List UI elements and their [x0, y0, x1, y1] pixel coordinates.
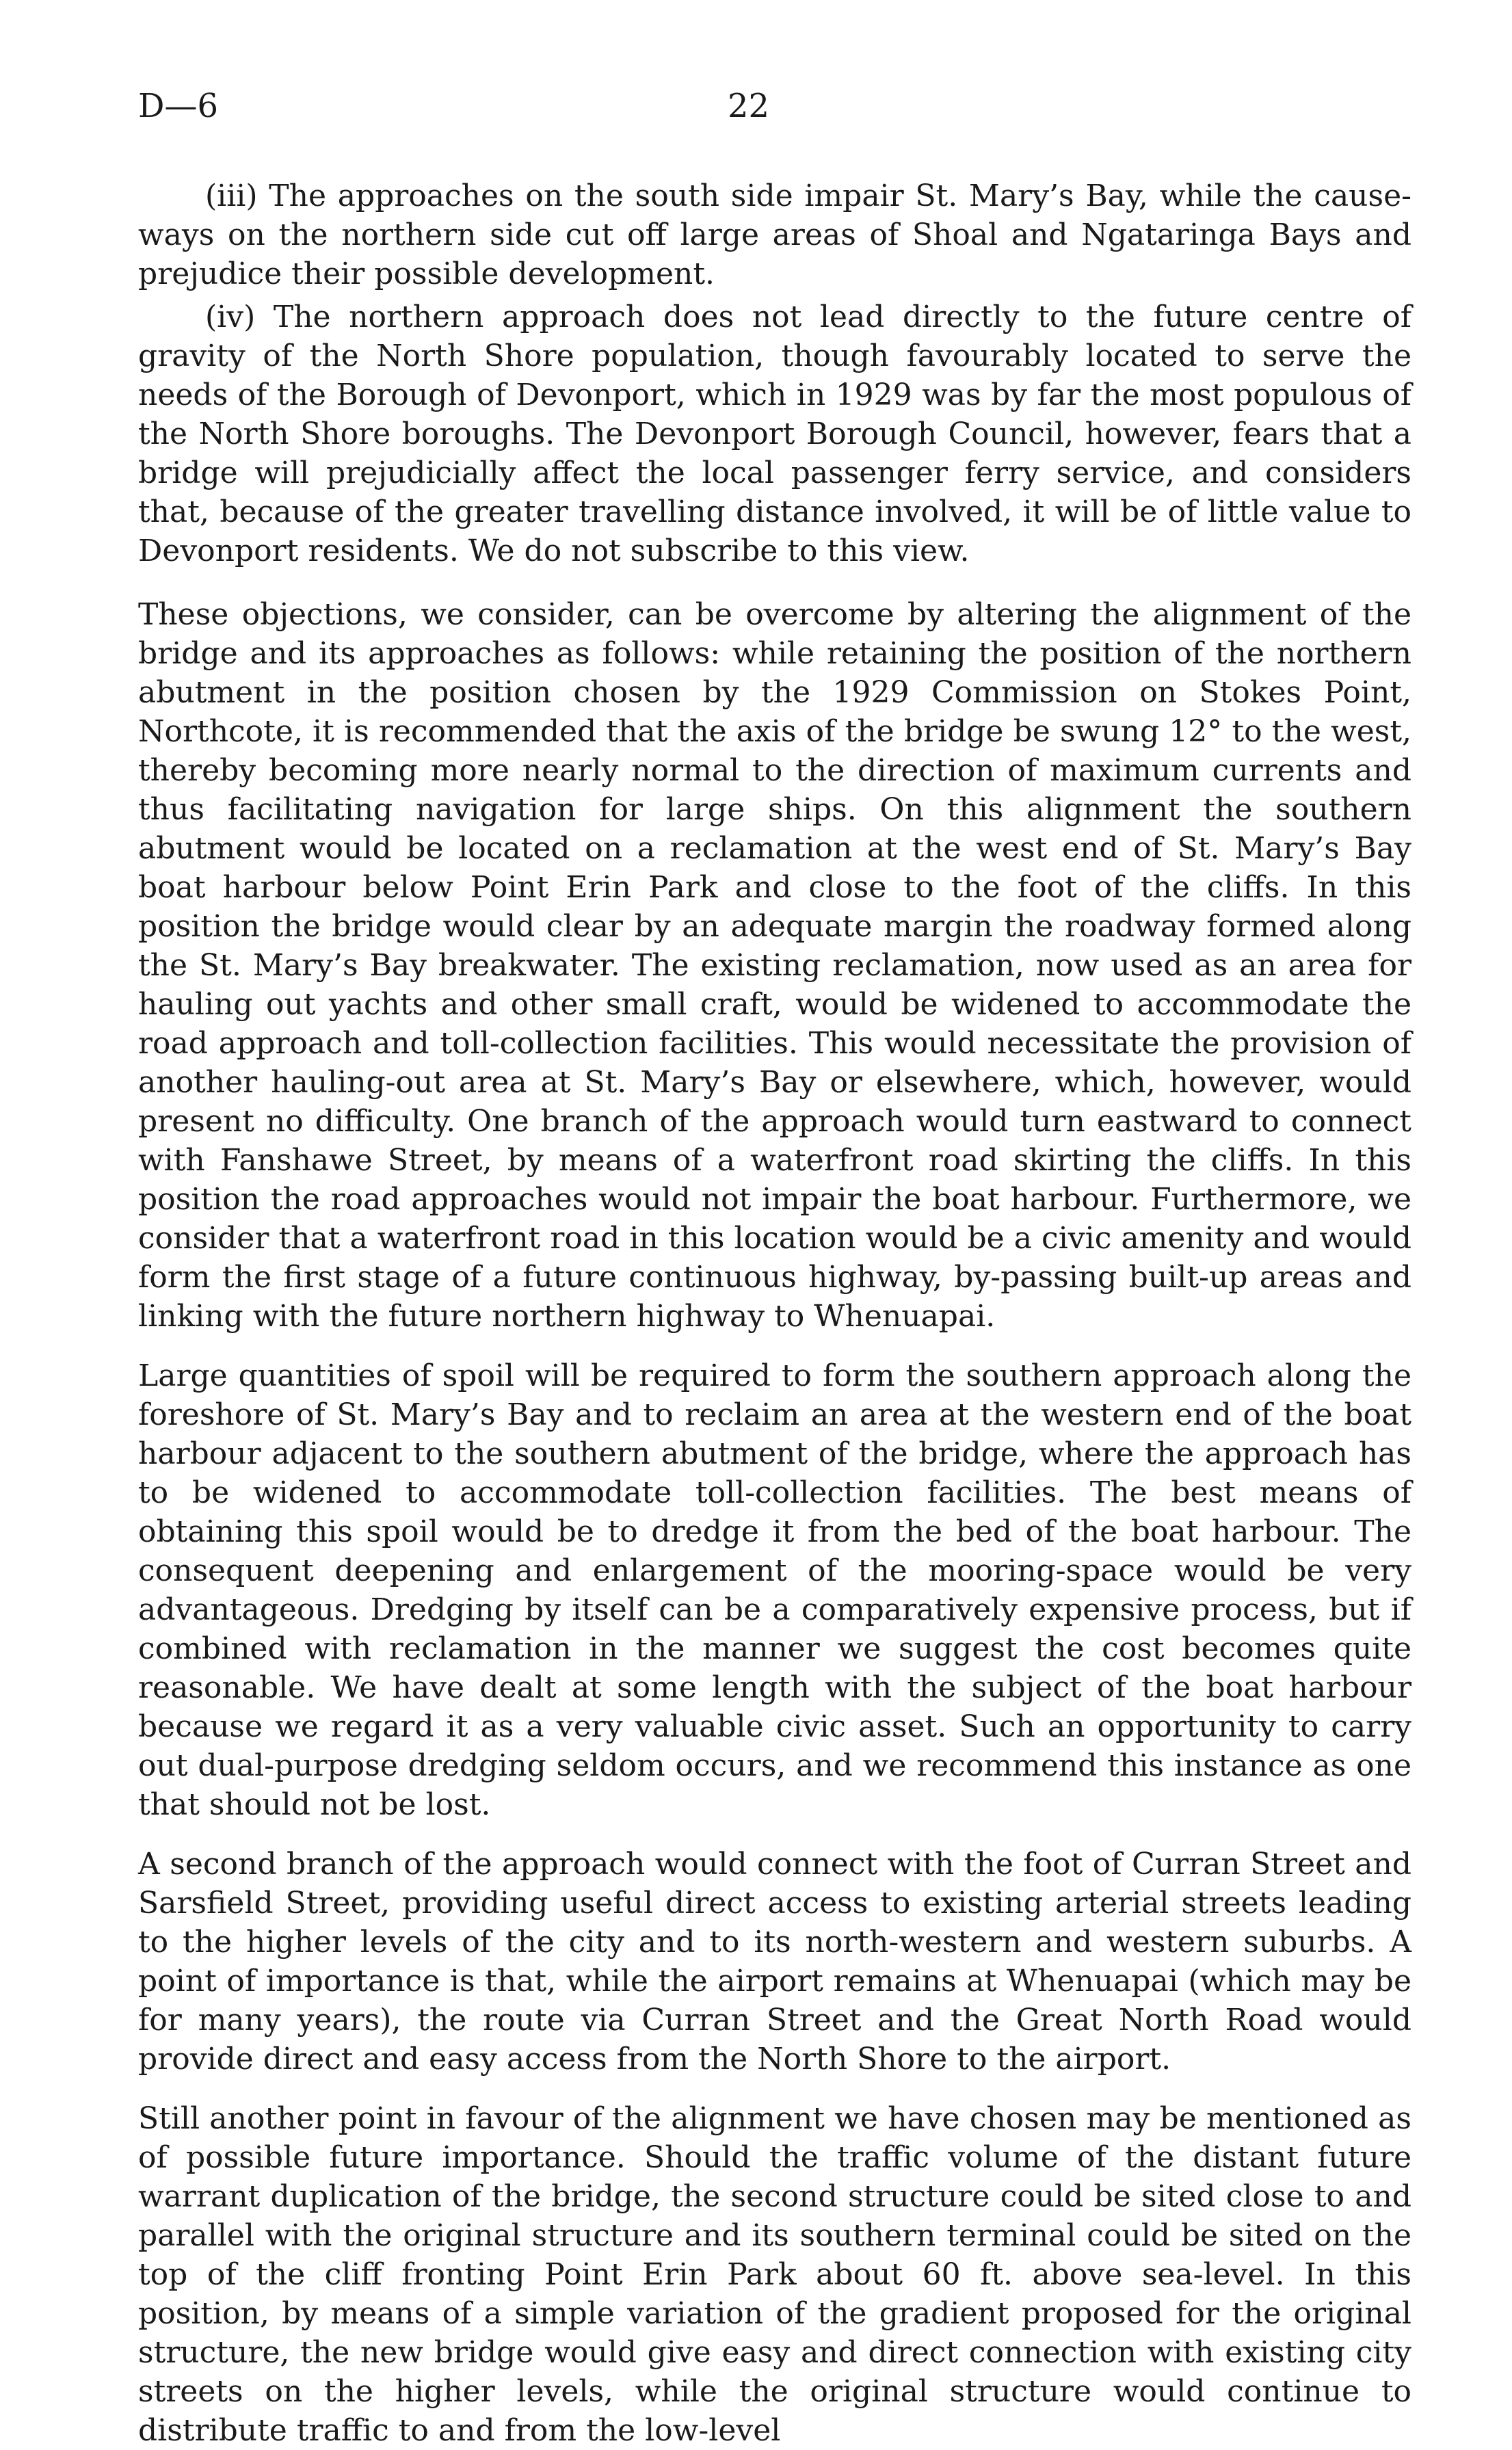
paragraph-second-branch: A second branch of the approach would connect with the foot of Curran Street and Sarsfield Street, providing useful direct access to existing arterial streets leading to the higher levels of the city and to its north-western and western suburbs. A point of importance is that, while the airport remains at Whenuapai (which may be for many years), the route via Curran Street and the Great North Road would provide direct and easy access from the North Shore to the airport.	[138, 1847, 1411, 2077]
list-item-iii: (iii) The approaches on the south side impair St. Mary’s Bay, while the cause-ways on the northern side cut off large areas of Shoal and Ngataringa Bays and prejudice their possible development.	[138, 179, 1411, 291]
paragraph-spoil: Large quantities of spoil will be required to form the southern approach along the foreshore of St. Mary’s Bay and to reclaim an area at the western end of the boat harbour adjacent to the southern abutment of the bridge, where the approach has to be widened to accommodate toll-collection facilities. The best means of obtaining this spoil would be to dredge it from the bed of the boat harbour. The consequent deepening and enlargement of the mooring-space would be very advantageous. Dredging by itself can be a comparatively expensive process, but if combined with reclamation in the manner we suggest the cost becomes quite reasonable. We have dealt at some length with the subject of the boat harbour because we regard it as a very valuable civic asset. Such an opportunity to carry out dual-purpose dredging seldom occurs, and we recommend this instance as one that should not be lost.	[138, 1358, 1411, 1822]
paragraph-objections: These objections, we consider, can be overcome by altering the alignment of the bridge and its approaches as follows: while retaining the position of the northern abutment in the position chosen by the 1929 Commission on Stokes Point, Northcote, it is recommended that the axis of the bridge be swung 12° to the west, thereby becoming more nearly normal to the direction of maximum currents and thus facilitating navigation for large ships. On this alignment the southern abutment would be located on a reclamation at the west end of St. Mary’s Bay boat harbour below Point Erin Park and close to the foot of the cliffs. In this position the bridge would clear by an adequate margin the roadway formed along the St. Mary’s Bay breakwater. The existing reclamation, now used as an area for hauling out yachts and other small craft, would be widened to accommodate the road approach and toll-collection facilities. This would necessitate the provision of another hauling-out area at St. Mary’s Bay or elsewhere, which, however, would present no difficulty. One branch of the approach would turn eastward to connect with Fanshawe Street, by means of a waterfront road skirting the cliffs. In this position the road approaches would not impair the boat harbour. Furthermore, we consider that a waterfront road in this location would be a civic amenity and would form the first stage of a future continuous highway, by-passing built-up areas and linking with the future northern highway to Whenuapai.	[138, 597, 1411, 1334]
list-item-iv: (iv) The northern approach does not lead directly to the future centre of gravity of the North Shore population, though favourably located to serve the needs of the Borough of Devonport, which in 1929 was by far the most populous of the North Shore boroughs. The Devonport Borough Council, however, fears that a bridge will prejudicially affect the local passenger ferry service, and considers that, because of the greater travelling distance involved, it will be of little value to Devonport residents. We do not subscribe to this view.	[138, 300, 1411, 568]
page-number: 22	[728, 87, 770, 125]
document-reference: D—6	[138, 87, 219, 125]
page-header	[138, 82, 1375, 130]
body-text	[138, 176, 1411, 2450]
paragraph-future-duplication: Still another point in favour of the alignment we have chosen may be mentioned as of possible future importance. Should the traffic volume of the distant future warrant duplication of the bridge, the second structure could be sited close to and parallel with the original structure and its southern terminal could be sited on the top of the cliff fronting Point Erin Park about 60 ft. above sea-level. In this position, by means of a simple variation of the gradient proposed for the original structure, the new bridge would give easy and direct connection with existing city streets on the higher levels, while the original structure would continue to distribute traffic to and from the low-level	[138, 2101, 1411, 2448]
